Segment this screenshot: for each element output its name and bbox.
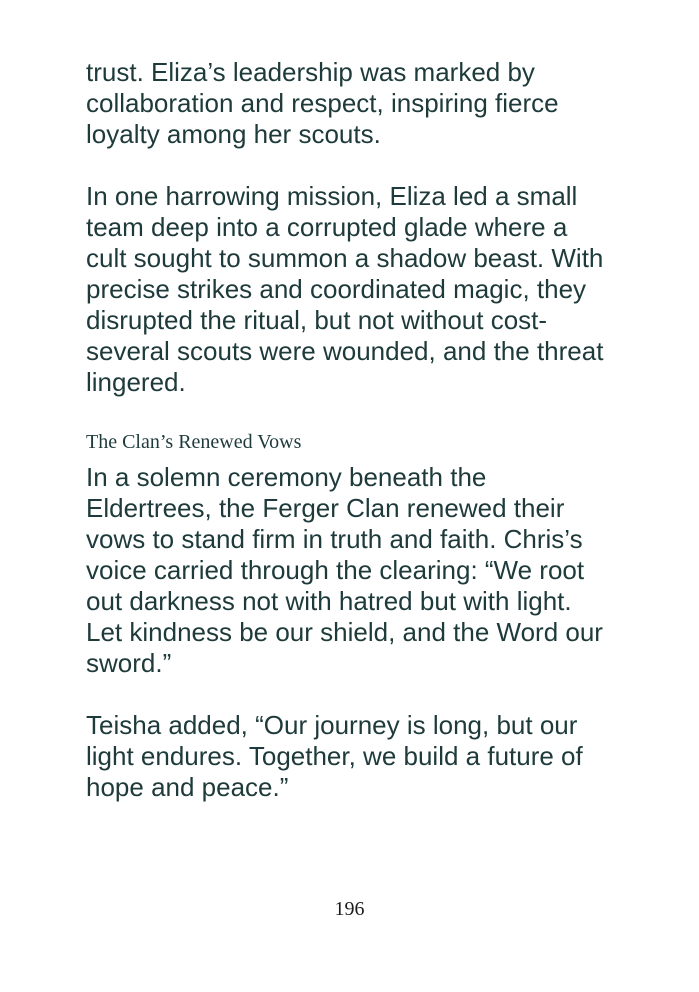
page-text-block [86, 57, 608, 803]
section-heading: The Clan’s Renewed Vows [86, 431, 302, 453]
body-paragraph-continued: trust. Eliza’s leadership was marked by collaboration and respect, inspiring fierce loyalty among her scouts. [86, 57, 559, 149]
page-number: 196 [334, 898, 365, 920]
body-paragraph-ceremony: In a solemn ceremony beneath the Eldertrees, the Ferger Clan renewed their vows to stand firm in truth and faith. Chris’s voice carried through the clearing: “We root out darkness not with hatred but with light. Let kindness be our shield, and the Word our sword.” [86, 462, 603, 678]
body-paragraph-teisha-quote: Teisha added, “Our journey is long, but our light endures. Together, we build a future of hope and peace.” [86, 710, 583, 802]
body-paragraph-mission: In one harrowing mission, Eliza led a small team deep into a corrupted glade where a cult sought to summon a shadow beast. With precise strikes and coordinated magic, they disrupted the ritual, but not without cost- several scouts were wounded, and the threat lingered. [86, 181, 604, 397]
